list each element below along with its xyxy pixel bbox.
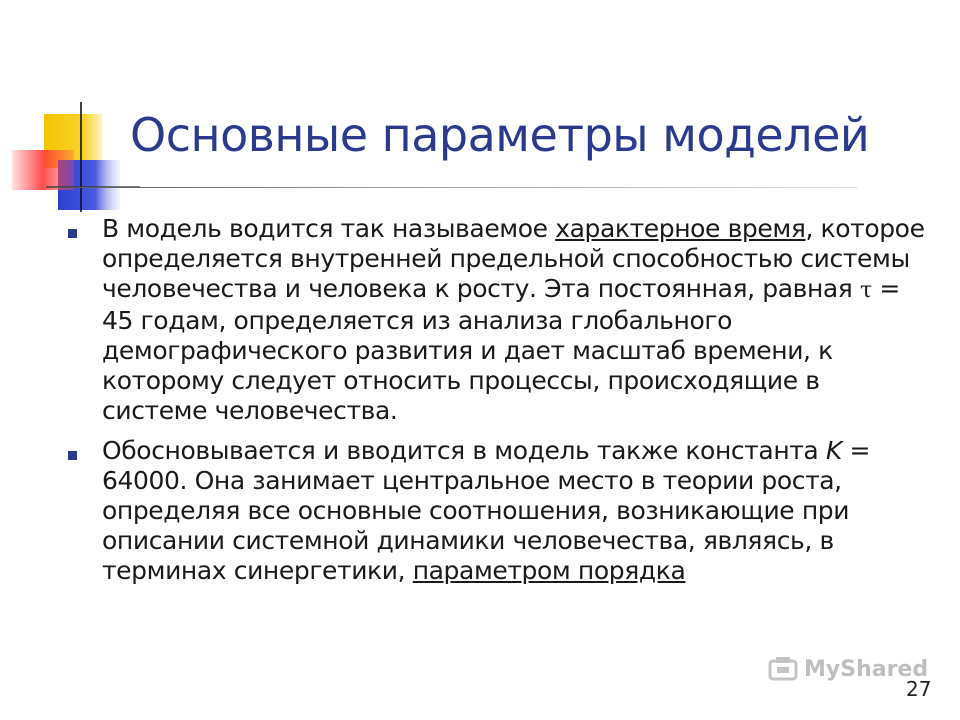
square-bullet-icon [68, 451, 77, 460]
bullet-text: В модель водится так называемое характерное время, которое определяется внутренней предельной способностью системы человечества и человека к росту. Эта постоянная, равная τ = 45 годам, определяется из анализа глобального демографического развития и дает масштаб времени, к которому следует относить процессы, происходящие в системе человечества. [102, 214, 925, 425]
slide-title: Основные параметры моделей [130, 108, 870, 162]
watermark-text: MyShared [804, 656, 929, 682]
term-order-parameter: параметром порядка [412, 556, 686, 585]
title-divider [50, 187, 858, 188]
decorative-squares [0, 0, 140, 230]
page-number: 27 [906, 677, 932, 701]
tau-symbol: τ [860, 278, 872, 303]
square-bullet-icon [68, 229, 77, 238]
bullet-item [66, 436, 926, 586]
slide-content [66, 214, 926, 596]
term-characteristic-time: характерное время [555, 214, 806, 243]
bullet-item [66, 214, 926, 426]
myshared-logo-icon [768, 655, 798, 683]
constant-k: K [825, 436, 842, 465]
bullet-text: Обосновывается и вводится в модель также константа K = 64000. Она занимает центральное место в теории роста, определяя все основные соотношения, возникающие при описании системной динамики человечества, являясь, в терминах синергетики, параметром порядка [102, 436, 871, 585]
red-square [12, 150, 74, 190]
watermark [768, 655, 928, 683]
